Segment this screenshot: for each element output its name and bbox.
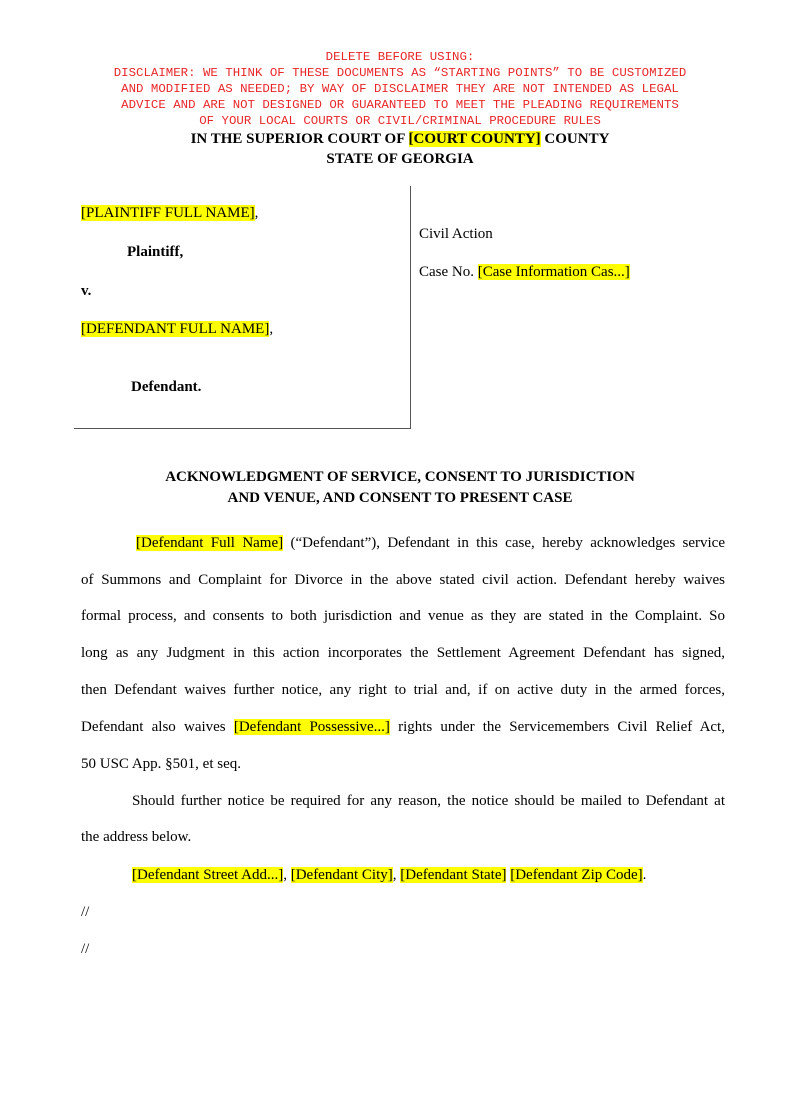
- address-separator: ,: [283, 867, 291, 883]
- defendant-address-line: [132, 865, 776, 885]
- paragraph-2-line-1: Should further notice be required for any reason, the notice should be mailed to Defendant at: [132, 793, 725, 809]
- address-separator: ,: [392, 867, 401, 883]
- paragraph-1-line-1: [136, 533, 725, 553]
- defendant-state-field[interactable]: [Defendant State]: [400, 867, 507, 883]
- paragraph-1-line-7: 50 USC App. §501, et seq.: [81, 756, 242, 772]
- court-state: STATE OF GEORGIA: [326, 151, 474, 167]
- case-number-line: [419, 264, 630, 281]
- plaintiff-name-field[interactable]: [PLAINTIFF FULL NAME]: [81, 205, 255, 221]
- case-caption-parties: [74, 186, 411, 429]
- disclaimer-line: ADVICE AND ARE NOT DESIGNED OR GUARANTEED TO MEET THE PLEADING REQUIREMENTS: [121, 98, 679, 112]
- defendant-comma: ,: [269, 321, 274, 337]
- plaintiff-label: Plaintiff,: [127, 244, 184, 260]
- court-prefix: IN THE SUPERIOR COURT OF: [190, 131, 409, 147]
- paragraph-1-line-3: formal process, and consents to both jurisdiction and venue as they are stated in the Complaint. So: [81, 608, 725, 624]
- paragraph-1-line-5: then Defendant waives further notice, any right to trial and, if on active duty in the armed forces,: [81, 682, 725, 698]
- title-line-2: AND VENUE, AND CONSENT TO PRESENT CASE: [227, 490, 573, 506]
- continuation-mark: //: [81, 904, 90, 920]
- p1-line6-text-b: rights under the Servicemembers Civil Relief Act,: [389, 719, 725, 735]
- court-name-line: [0, 129, 800, 149]
- disclaimer-line: OF YOUR LOCAL COURTS OR CIVIL/CRIMINAL PROCEDURE RULES: [199, 114, 601, 128]
- court-suffix: COUNTY: [540, 131, 610, 147]
- plaintiff-line: [81, 205, 258, 222]
- defendant-line: [81, 321, 273, 338]
- p1-line1-text: (“Defendant”), Defendant in this case, hereby acknowledges service: [283, 535, 725, 551]
- defendant-zip-field[interactable]: [Defendant Zip Code]: [510, 867, 643, 883]
- paragraph-1-line-6: [81, 717, 725, 737]
- court-county-field[interactable]: [COURT COUNTY]: [408, 131, 541, 147]
- paragraph-1-line-2: of Summons and Complaint for Divorce in the above stated civil action. Defendant hereby waives: [81, 572, 725, 588]
- defendant-possessive-field[interactable]: [Defendant Possessive...]: [233, 719, 390, 735]
- disclaimer-notice: [0, 49, 800, 129]
- p1-line6-text-a: Defendant also waives: [81, 719, 234, 735]
- defendant-full-name-field[interactable]: [Defendant Full Name]: [136, 535, 284, 551]
- paragraph-2-line-2: the address below.: [81, 829, 192, 845]
- title-line-1: ACKNOWLEDGMENT OF SERVICE, CONSENT TO JURISDICTION: [165, 469, 635, 485]
- defendant-name-field[interactable]: [DEFENDANT FULL NAME]: [81, 321, 270, 337]
- document-title: [0, 467, 800, 509]
- plaintiff-comma: ,: [254, 205, 259, 221]
- case-no-label: Case No.: [419, 264, 478, 280]
- paragraph-1-line-4: long as any Judgment in this action incorporates the Settlement Agreement Defendant has signed,: [81, 645, 725, 661]
- defendant-city-field[interactable]: [Defendant City]: [290, 867, 393, 883]
- versus-label: v.: [81, 283, 92, 299]
- defendant-street-field[interactable]: [Defendant Street Add...]: [132, 867, 284, 883]
- disclaimer-line: AND MODIFIED AS NEEDED; BY WAY OF DISCLAIMER THEY ARE NOT INTENDED AS LEGAL: [121, 82, 679, 96]
- defendant-label: Defendant.: [131, 379, 202, 395]
- court-heading: [0, 129, 800, 169]
- address-period: .: [642, 867, 647, 883]
- disclaimer-line: DELETE BEFORE USING:: [325, 50, 475, 64]
- case-number-field[interactable]: [Case Information Cas...]: [477, 264, 630, 280]
- continuation-mark: //: [81, 941, 90, 957]
- civil-action-label: Civil Action: [419, 226, 493, 242]
- disclaimer-line: DISCLAIMER: WE THINK OF THESE DOCUMENTS AS “STARTING POINTS” TO BE CUSTOMIZED: [113, 66, 687, 80]
